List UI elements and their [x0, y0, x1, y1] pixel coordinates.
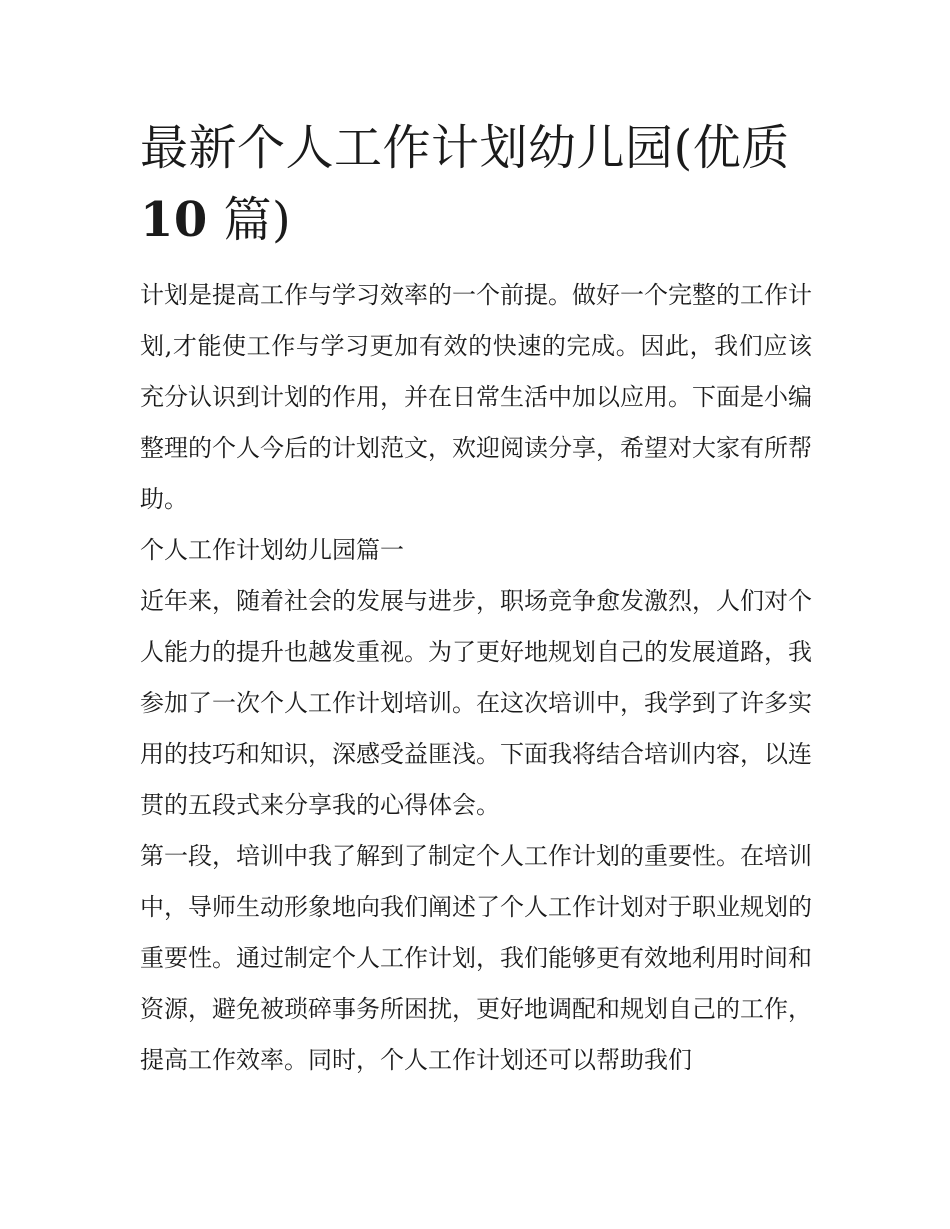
document-page	[140, 112, 812, 1086]
title-line-2: 篇)	[207, 192, 292, 248]
document-body	[140, 270, 812, 1086]
intro-paragraph: 计划是提高工作与学习效率的一个前提。做好一个完整的工作计划,才能使工作与学习更加有效的快速的完成。因此，我们应该充分认识到计划的作用，并在日常生活中加以应用。下面是小编整理的个人今后的计划范文，欢迎阅读分享，希望对大家有所帮助。	[140, 281, 812, 513]
document-title	[140, 112, 812, 256]
body-paragraph: 近年来，随着社会的发展与进步，职场竞争愈发激烈，人们对个人能力的提升也越发重视。为了更好地规划自己的发展道路，我参加了一次个人工作计划培训。在这次培训中，我学到了许多实用的技巧和知识，深感受益匪浅。下面我将结合培训内容，以连贯的五段式来分享我的心得体会。	[140, 587, 812, 819]
section-heading: 个人工作计划幼儿园篇一	[140, 536, 404, 564]
title-number: 10	[140, 192, 208, 248]
title-line-1: 最新个人工作计划幼儿园(优质	[140, 120, 790, 176]
body-paragraph: 第一段，培训中我了解到了制定个人工作计划的重要性。在培训中，导师生动形象地向我们阐述了个人工作计划对于职业规划的重要性。通过制定个人工作计划，我们能够更有效地利用时间和资源，避免被琐碎事务所困扰，更好地调配和规划自己的工作，提高工作效率。同时，个人工作计划还可以帮助我们	[140, 842, 812, 1074]
